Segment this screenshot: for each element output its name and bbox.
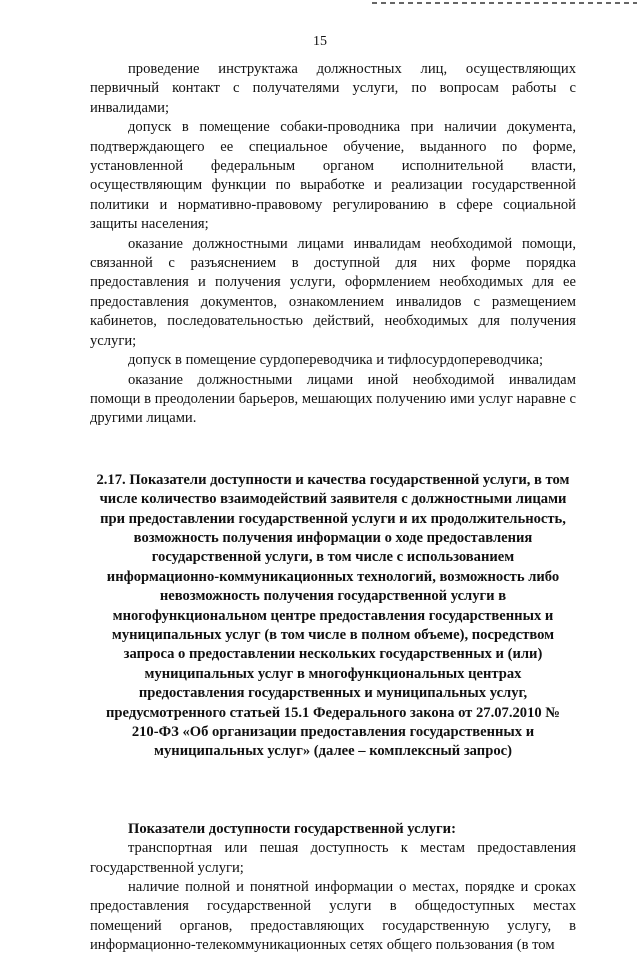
paragraph-other-help: оказание должностными лицами иной необходимой инвалидам помощи в преодолении барьеров, мешающих получению ими услуг наравне с другими лицами. [90,371,576,427]
subheading: Показатели доступности государственной услуги: [128,820,456,837]
paragraph-interpreter: допуск в помещение сурдопереводчика и тифлосурдопереводчика; [128,352,544,369]
paragraph-briefing: проведение инструктажа должностных лиц, осуществляющих первичный контакт с получателями услуги, по вопросам работы с инвалидами; [90,61,576,116]
document-body [90,60,576,956]
paragraph-guide-dog: допуск в помещение собаки-проводника при наличии документа, подтверждающего ее специальное обучение, выданного по форме, установленной федеральным органом исполнительной власти, осуществляющим функции по выработке и реализации государственной политики и нормативно-правовому регулированию в сфере социальной защиты населения; [90,119,576,233]
paragraph-transport: транспортная или пешая доступность к местам предоставления государственной услуги; [90,840,576,876]
paragraph-assistance: оказание должностными лицами инвалидам необходимой помощи, связанной с разъяснением в доступной для них форме порядка предоставления и получения услуги, оформлением необходимых для ее предоставления документов, ознакомлением инвалидов с размещением кабинетов, последовательностью действий, необходимых для получения услуги; [90,235,576,349]
paragraph-information: наличие полной и понятной информации о местах, порядке и сроках предоставления государственной услуги в общедоступных местах помещений органов, предоставляющих государственную услугу, в информационно-телекоммуникационных сетях общего пользования (в том [90,879,576,954]
section-heading: 2.17. Показатели доступности и качества государственной услуги, в том числе количество взаимодействий заявителя с должностными лицами при предоставлении государственной услуги и их продолжительность, возможность получения информации о ходе предоставления государственной услуги, в том числе с использованием информационно-коммуникационных технологий, возможность либо невозможность получения государственной услуги в многофункциональном центре предоставления государственных и муниципальных услуг (в том числе в полном объеме), посредством запроса о предоставлении нескольких государственных и (или) муниципальных услуг в многофункциональных центрах предоставления государственных и муниципальных услуг, предусмотренного статьей 15.1 Федерального закона от 27.07.2010 № 210-ФЗ «Об организации предоставления государственных и муниципальных услуг» (далее – комплексный запрос) [96,471,570,760]
scan-edge-line [372,2,637,4]
page-number: 15 [313,34,327,49]
